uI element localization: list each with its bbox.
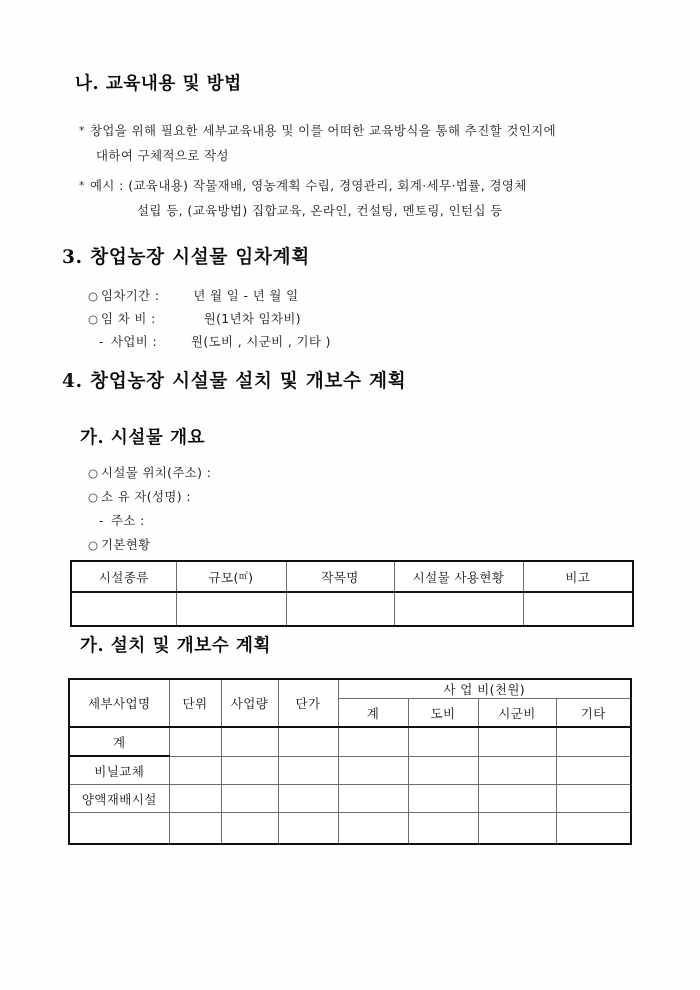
cell-cost-total[interactable] xyxy=(338,785,408,813)
facility-item-owner xyxy=(88,487,191,505)
cell-cost-city[interactable] xyxy=(478,785,556,813)
cell-quantity[interactable] xyxy=(221,756,278,785)
heading-install-repair-plan: 4. 창업농장 시설물 설치 및 개보수 계획 xyxy=(62,371,407,392)
cell-cost-other[interactable] xyxy=(556,813,631,845)
heading-education-content: 나. 교육내용 및 방법 xyxy=(75,74,242,94)
cell-cost-province[interactable] xyxy=(408,756,478,785)
col-header-cost-province: 도비 xyxy=(408,699,478,728)
col-header-cost-other: 기타 xyxy=(556,699,631,728)
education-note-2-line1-text: 예시 : (교육내용) 작물재배, 영농계획 수립, 경영관리, 회계·세무·법률, 경영체 xyxy=(89,178,527,193)
dash-bullet-icon: - xyxy=(99,335,104,349)
cell-cost-province[interactable] xyxy=(408,727,478,756)
cell-cost-total[interactable] xyxy=(338,756,408,785)
cell-unit[interactable] xyxy=(169,756,221,785)
table-header-row-top xyxy=(69,679,631,699)
col-header-quantity: 사업량 xyxy=(221,679,278,727)
education-note-1-line1 xyxy=(79,122,556,139)
cell-cost-other[interactable] xyxy=(556,785,631,813)
circle-bullet-icon: ○ xyxy=(88,312,99,326)
cell-quantity[interactable] xyxy=(221,813,278,845)
facility-item-location-label: 시설물 위치(주소) : xyxy=(101,465,212,480)
table-row xyxy=(71,592,633,626)
table-header-row xyxy=(71,561,633,592)
col-header-unit: 단위 xyxy=(169,679,221,727)
col-header-crop-name: 작목명 xyxy=(286,561,394,592)
cell-cost-city[interactable] xyxy=(478,756,556,785)
table-row xyxy=(69,813,631,845)
col-header-subproject-name: 세부사업명 xyxy=(69,679,169,727)
facility-overview-table xyxy=(70,560,634,627)
facility-item-owner-label: 소 유 자(성명) : xyxy=(101,489,191,504)
cell-remarks[interactable] xyxy=(523,592,633,626)
cell-unit[interactable] xyxy=(169,813,221,845)
facility-item-basic-status xyxy=(88,535,150,553)
cell-subproject-name[interactable]: 비닐교체 xyxy=(69,756,169,785)
bullet-asterisk-icon: * xyxy=(79,179,85,192)
cell-cost-total[interactable] xyxy=(338,813,408,845)
cell-cost-other[interactable] xyxy=(556,756,631,785)
col-header-cost-total: 계 xyxy=(338,699,408,728)
cell-usage-status[interactable] xyxy=(394,592,523,626)
lease-item-fee xyxy=(88,309,301,327)
education-note-2-line2: 설립 등, (교육방법) 집합교육, 온라인, 컨설팅, 멘토링, 인턴십 등 xyxy=(137,203,503,218)
cell-unit-price[interactable] xyxy=(278,813,338,845)
table-row xyxy=(69,727,631,756)
col-header-unit-price: 단가 xyxy=(278,679,338,727)
col-header-facility-type: 시설종류 xyxy=(71,561,176,592)
cell-unit[interactable] xyxy=(169,785,221,813)
install-plan-table xyxy=(68,678,632,845)
cell-cost-total[interactable] xyxy=(338,727,408,756)
cell-unit-price[interactable] xyxy=(278,785,338,813)
col-header-scale: 규모(㎡) xyxy=(176,561,286,592)
heading-facility-overview: 가. 시설물 개요 xyxy=(80,428,206,448)
cell-facility-type[interactable] xyxy=(71,592,176,626)
lease-item-period-value: 년 월 일 - 년 월 일 xyxy=(193,288,299,303)
facility-item-basic-status-label: 기본현황 xyxy=(101,537,151,552)
lease-item-project-cost-value: 원(도비 , 시군비 , 기타 ) xyxy=(191,334,331,349)
circle-bullet-icon: ○ xyxy=(88,466,99,480)
col-header-cost-city: 시군비 xyxy=(478,699,556,728)
col-header-usage-status: 시설물 사용현황 xyxy=(394,561,523,592)
cell-crop-name[interactable] xyxy=(286,592,394,626)
cell-unit-price[interactable] xyxy=(278,727,338,756)
facility-item-address-label: 주소 : xyxy=(111,513,145,528)
lease-item-project-cost xyxy=(99,332,331,350)
bullet-asterisk-icon: * xyxy=(79,124,85,137)
dash-bullet-icon: - xyxy=(99,514,104,528)
cell-unit-price[interactable] xyxy=(278,756,338,785)
lease-item-fee-label: 임 차 비 : xyxy=(101,311,156,326)
cell-quantity[interactable] xyxy=(221,727,278,756)
cell-cost-other[interactable] xyxy=(556,727,631,756)
education-note-2-line1 xyxy=(79,177,527,194)
facility-item-location xyxy=(88,463,211,481)
education-note-1-line2: 대하여 구체적으로 작성 xyxy=(96,148,229,163)
cell-unit[interactable] xyxy=(169,727,221,756)
table-row xyxy=(69,785,631,813)
table-row xyxy=(69,756,631,785)
lease-item-period xyxy=(88,286,299,304)
col-header-remarks: 비고 xyxy=(523,561,633,592)
circle-bullet-icon: ○ xyxy=(88,490,99,504)
cell-subproject-name[interactable]: 계 xyxy=(69,727,169,756)
education-note-1-line1-text: 창업을 위해 필요한 세부교육내용 및 이를 어떠한 교육방식을 통해 추진할 것인지에 xyxy=(89,123,557,138)
facility-item-address xyxy=(99,511,145,529)
lease-item-fee-value: 원(1년차 임차비) xyxy=(203,311,302,326)
heading-lease-plan: 3. 창업농장 시설물 임차계획 xyxy=(62,247,311,268)
cell-quantity[interactable] xyxy=(221,785,278,813)
cell-subproject-name[interactable]: 양액재배시설 xyxy=(69,785,169,813)
circle-bullet-icon: ○ xyxy=(88,289,99,303)
cell-scale[interactable] xyxy=(176,592,286,626)
cell-cost-province[interactable] xyxy=(408,813,478,845)
cell-cost-city[interactable] xyxy=(478,727,556,756)
cell-subproject-name[interactable] xyxy=(69,813,169,845)
cell-cost-province[interactable] xyxy=(408,785,478,813)
heading-install-plan: 가. 설치 및 개보수 계획 xyxy=(80,636,272,656)
cell-cost-city[interactable] xyxy=(478,813,556,845)
lease-item-project-cost-label: 사업비 : xyxy=(111,334,158,349)
lease-item-period-label: 임차기간 : xyxy=(101,288,160,303)
circle-bullet-icon: ○ xyxy=(88,538,99,552)
col-header-project-cost-group: 사 업 비(천원) xyxy=(338,679,631,699)
